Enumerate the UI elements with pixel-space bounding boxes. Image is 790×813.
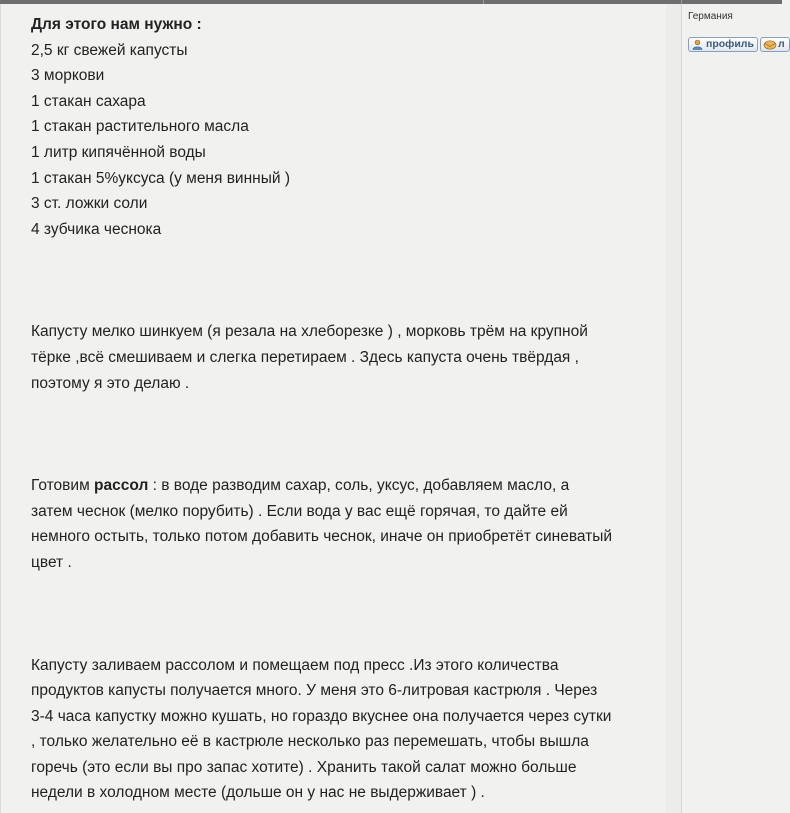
ingredient-item: 3 моркови <box>31 67 105 85</box>
paragraph-line: горечь (это если вы про запас хотите) . Хранить такой салат можно больше <box>31 758 577 776</box>
ingredient-item: 4 зубчика чеснока <box>31 220 162 238</box>
paragraph-line: немного остыть, только потом добавить чеснок, иначе он приобретёт синеватый <box>31 528 613 546</box>
paragraph-line <box>31 473 641 499</box>
ingredient-item: 1 стакан сахара <box>31 92 146 110</box>
person-icon <box>692 39 703 50</box>
post-divider <box>666 4 682 813</box>
paragraph-line: , только желательно её в кастрюле несколько раз перемешать, чтобы вышла <box>31 733 589 751</box>
paragraph-line: 3-4 часа капустку можно кушать, но гораздо вкуснее она получается через сутки <box>31 707 612 725</box>
ingredient-item: 1 стакан растительного масла <box>31 118 249 136</box>
profile-button[interactable] <box>688 37 758 52</box>
ingredient-item: 1 стакан 5%уксуса (у меня винный ) <box>31 169 290 187</box>
paragraph-line: продуктов капусты получается много. У меня это 6-литровая кастрюля . Через <box>31 682 598 700</box>
paragraph-line: недели в холодном месте (дольше он у нас не выдерживает ) . <box>31 784 485 802</box>
brine-prefix: Готовим <box>31 477 90 495</box>
paragraph-line: затем чеснок (мелко порубить) . Если вода у вас ещё горячая, то дайте ей <box>31 502 568 520</box>
paragraph-line: тёрке ,всё смешиваем и слегка перетираем . Здесь капуста очень твёрдая , <box>31 348 579 366</box>
ingredient-item: 3 ст. ложки соли <box>31 195 148 213</box>
paragraph-line: Капусту мелко шинкуем (я резала на хлеборезке ) , морковь трём на крупной <box>31 323 588 341</box>
paragraph-line: цвет . <box>31 553 72 571</box>
post-content <box>31 12 641 806</box>
ingredients-heading: Для этого нам нужно : <box>31 16 202 33</box>
paragraph-pressing <box>31 653 641 807</box>
private-message-button[interactable] <box>760 37 790 52</box>
post-left-border <box>0 4 1 813</box>
brine-bold-word: рассол <box>94 477 149 495</box>
paragraph-line: Капусту заливаем рассолом и помещаем под пресс .Из этого количества <box>31 656 559 674</box>
author-location: Германия <box>688 11 733 22</box>
author-side-panel <box>682 4 782 813</box>
ingredient-item: 2,5 кг свежей капусты <box>31 41 188 59</box>
paragraph-shredding <box>31 319 641 396</box>
ingredient-item: 1 литр кипячённой воды <box>31 143 206 161</box>
brine-line-rest: : в воде разводим сахар, соль, уксус, добавляем масло, а <box>148 477 570 495</box>
pm-button-label: л <box>778 38 785 50</box>
paragraph-brine <box>31 473 641 575</box>
paragraph-line: поэтому я это делаю . <box>31 374 190 392</box>
profile-button-label: профиль <box>706 38 754 50</box>
envelope-icon <box>763 39 777 50</box>
